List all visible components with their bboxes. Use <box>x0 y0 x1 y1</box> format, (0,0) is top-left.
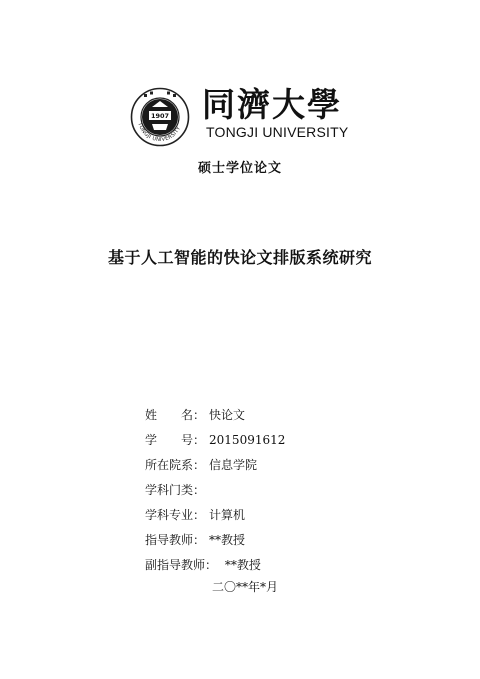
info-label: 副指导教师 <box>145 558 206 572</box>
info-label: 学科门类 <box>145 483 194 497</box>
university-name-cn: 同濟大學 <box>202 86 342 122</box>
info-label: 学 号 <box>145 433 194 447</box>
info-value: **教授 <box>209 533 246 547</box>
info-value: 信息学院 <box>209 458 258 472</box>
university-name-en: TONGJI UNIVERSITY <box>206 124 349 140</box>
info-row-name <box>145 402 405 427</box>
info-separator: ： <box>205 558 218 572</box>
info-value: 快论文 <box>209 408 246 422</box>
info-label: 指导教师 <box>145 533 194 547</box>
degree-type: 硕士学位论文 <box>197 161 282 176</box>
info-label: 所在院系 <box>145 458 194 472</box>
info-value: **教授 <box>221 558 261 572</box>
info-row-student-id <box>145 427 405 452</box>
info-separator: ： <box>193 433 206 447</box>
info-row-discipline <box>145 477 405 502</box>
info-value: 计算机 <box>209 508 246 522</box>
university-calligraphy-logo <box>202 86 352 122</box>
info-label: 学科专业 <box>145 508 194 522</box>
info-separator: ： <box>193 458 206 472</box>
info-label: 姓 名 <box>145 408 194 422</box>
info-row-supervisor <box>145 527 405 552</box>
info-row-department <box>145 452 405 477</box>
info-row-co-supervisor <box>145 552 405 577</box>
seal-ring-text: TONGJI UNIVERSITY <box>136 122 183 144</box>
university-seal-icon <box>130 87 190 147</box>
info-separator: ： <box>193 508 206 522</box>
info-row-major <box>145 502 405 527</box>
info-separator: ： <box>193 483 206 497</box>
thesis-title: 基于人工智能的快论文排版系统研究 <box>107 248 372 267</box>
info-value: 2015091612 <box>209 432 286 447</box>
seal-year: 1907 <box>150 112 170 121</box>
submission-date: 二〇**年*月 <box>211 580 278 594</box>
info-separator: ： <box>193 408 206 422</box>
info-separator: ： <box>193 533 206 547</box>
student-info <box>145 402 405 577</box>
